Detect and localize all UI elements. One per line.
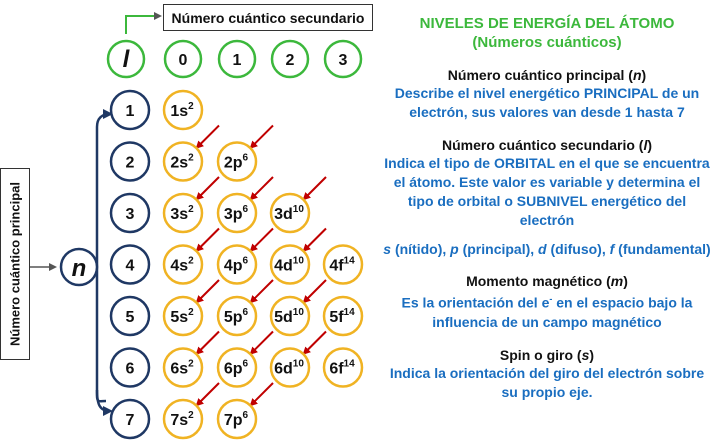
l-value-label: 2: [285, 52, 295, 69]
l-values: [165, 41, 361, 77]
l-to-label-arrow: [126, 16, 160, 34]
diagonal-arrow: [251, 126, 273, 148]
orbital-label: $7s^2$: [170, 410, 194, 429]
n-value-7: [111, 400, 149, 438]
section-magnetico: [382, 272, 712, 332]
diagonal-arrow: [251, 383, 273, 405]
diagonal-arrow: [197, 280, 219, 302]
panel-title: NIVELES DE ENERGÍA DEL ÁTOMO: [419, 15, 675, 32]
n-value-label: 4: [125, 257, 135, 275]
l-value-1: [219, 41, 255, 77]
l-value-2: [272, 41, 308, 77]
n-value-5: [111, 297, 149, 335]
diagonal-arrow: [304, 177, 326, 199]
orbital-label: $3p^6$: [223, 204, 249, 223]
orbital-label: $4p^6$: [223, 255, 249, 275]
diagonal-arrow: [197, 177, 219, 199]
l-value-0: [165, 41, 201, 77]
orbital-6s: [164, 349, 202, 387]
orbital-label: $5s^2$: [170, 307, 194, 326]
diagonal-arrow: [304, 280, 326, 302]
panel-subtitle: (Números cuánticos): [472, 34, 622, 51]
diagonal-arrow: [197, 383, 219, 405]
spin-heading: Spin o giro (s): [499, 346, 595, 363]
orbital-label: $6d^{10}$: [274, 358, 304, 378]
orbital-2p: [218, 143, 256, 181]
orbital-label: $7p^6$: [223, 410, 249, 429]
orbital-types: s (nítido), p (principal), d (difuso), f (fundamental): [383, 241, 711, 257]
n-value-label: 2: [125, 154, 135, 172]
diagonal-arrow: [304, 332, 326, 354]
diagonal-arrow: [251, 229, 273, 251]
orbital-label: $3d^{10}$: [274, 204, 304, 223]
diagonal-arrow: [304, 229, 326, 251]
principal-description: Describe el nivel energético PRINCIPAL de un electrón, sus valores van desde 1 hasta 7: [394, 85, 700, 120]
principal-quantum-number-label: Número cuántico principal: [0, 168, 30, 360]
n-value-label: 3: [125, 206, 135, 223]
orbital-5d: [271, 297, 309, 335]
orbital-label: $2s^2$: [170, 152, 194, 172]
section-secundario: [382, 136, 712, 258]
orbital-3s: [164, 194, 202, 232]
orbital-label: $5f^{14}$: [329, 307, 355, 326]
n-value-3: [111, 194, 149, 232]
diagonal-arrow: [251, 280, 273, 302]
orbital-5p: [218, 297, 256, 335]
orbital-7p: [218, 400, 256, 438]
n-value-label: 5: [125, 309, 135, 326]
n-symbol: n: [71, 255, 87, 282]
n-value-label: 1: [125, 103, 135, 120]
principal-heading: Número cuántico principal (n): [447, 67, 647, 83]
orbital-3p: [218, 194, 256, 232]
diagonal-arrow: [251, 332, 273, 354]
orbital-label: $4f^{14}$: [329, 255, 355, 275]
spin-description: Indica la orientación del giro del electrón sobre su propio eje.: [389, 364, 705, 400]
n-bracket-top: [97, 114, 110, 401]
magnetico-heading: Momento magnético (m): [466, 273, 628, 289]
secundario-heading: Número cuántico secundario (l): [441, 137, 653, 153]
orbital-label: $5d^{10}$: [274, 307, 304, 326]
orbital-5s: [164, 297, 202, 335]
l-value-label: 3: [338, 52, 348, 69]
secundario-description: Indica el tipo de ORBITAL en el que se encuentra el átomo. Este valor es variable y determina el tipo de orbital o SUBNIVEL energético del electrón: [384, 155, 710, 228]
orbital-4p: [218, 246, 256, 284]
orbital-3d: [271, 194, 309, 232]
n-value-2: [111, 143, 149, 181]
orbital-label: $6p^6$: [223, 358, 249, 378]
orbital-label: $5p^6$: [223, 307, 249, 326]
orbital-label: $6s^2$: [170, 358, 194, 378]
n-values: [111, 91, 149, 438]
l-value-label: 1: [232, 52, 242, 69]
orbital-7s: [164, 400, 202, 438]
secondary-quantum-number-label: Número cuántico secundario: [163, 4, 373, 31]
orbital-label: $4s^2$: [170, 255, 194, 275]
diagonal-arrow: [197, 126, 219, 148]
n-value-label: 6: [125, 360, 135, 378]
orbital-6d: [271, 349, 309, 387]
explanation-panel: [382, 14, 712, 402]
orbital-6p: [218, 349, 256, 387]
orbital-4d: [271, 246, 309, 284]
orbital-label: $2p^6$: [223, 152, 249, 172]
orbital-label: $3s^2$: [170, 204, 194, 223]
section-principal: [382, 66, 712, 122]
diagonal-arrow: [197, 229, 219, 251]
n-value-6: [111, 349, 149, 387]
n-value-1: [111, 91, 149, 129]
diagonal-arrow: [197, 332, 219, 354]
l-value-label: 0: [178, 52, 188, 69]
orbital-5f: [324, 297, 362, 335]
n-symbol-circle: [61, 249, 97, 285]
l-symbol-circle: [108, 41, 144, 77]
orbital-4f: [324, 246, 362, 284]
orbital-6f: [324, 349, 362, 387]
n-value-4: [111, 246, 149, 284]
orbital-label: $6f^{14}$: [329, 358, 355, 378]
orbital-label: $4d^{10}$: [274, 255, 304, 275]
orbital-1s: [164, 91, 202, 129]
section-spin: [382, 346, 712, 402]
magnetico-description: Es la orientación del e- en el espacio bajo la influencia de un campo magnético: [401, 294, 693, 330]
l-value-3: [325, 41, 361, 77]
n-value-label: 7: [125, 412, 135, 429]
orbital-4s: [164, 246, 202, 284]
orbitals: [164, 91, 362, 438]
diagonal-arrow: [251, 177, 273, 199]
l-symbol: l: [122, 46, 130, 73]
orbital-label: $1s^2$: [170, 101, 194, 120]
orbital-2s: [164, 143, 202, 181]
